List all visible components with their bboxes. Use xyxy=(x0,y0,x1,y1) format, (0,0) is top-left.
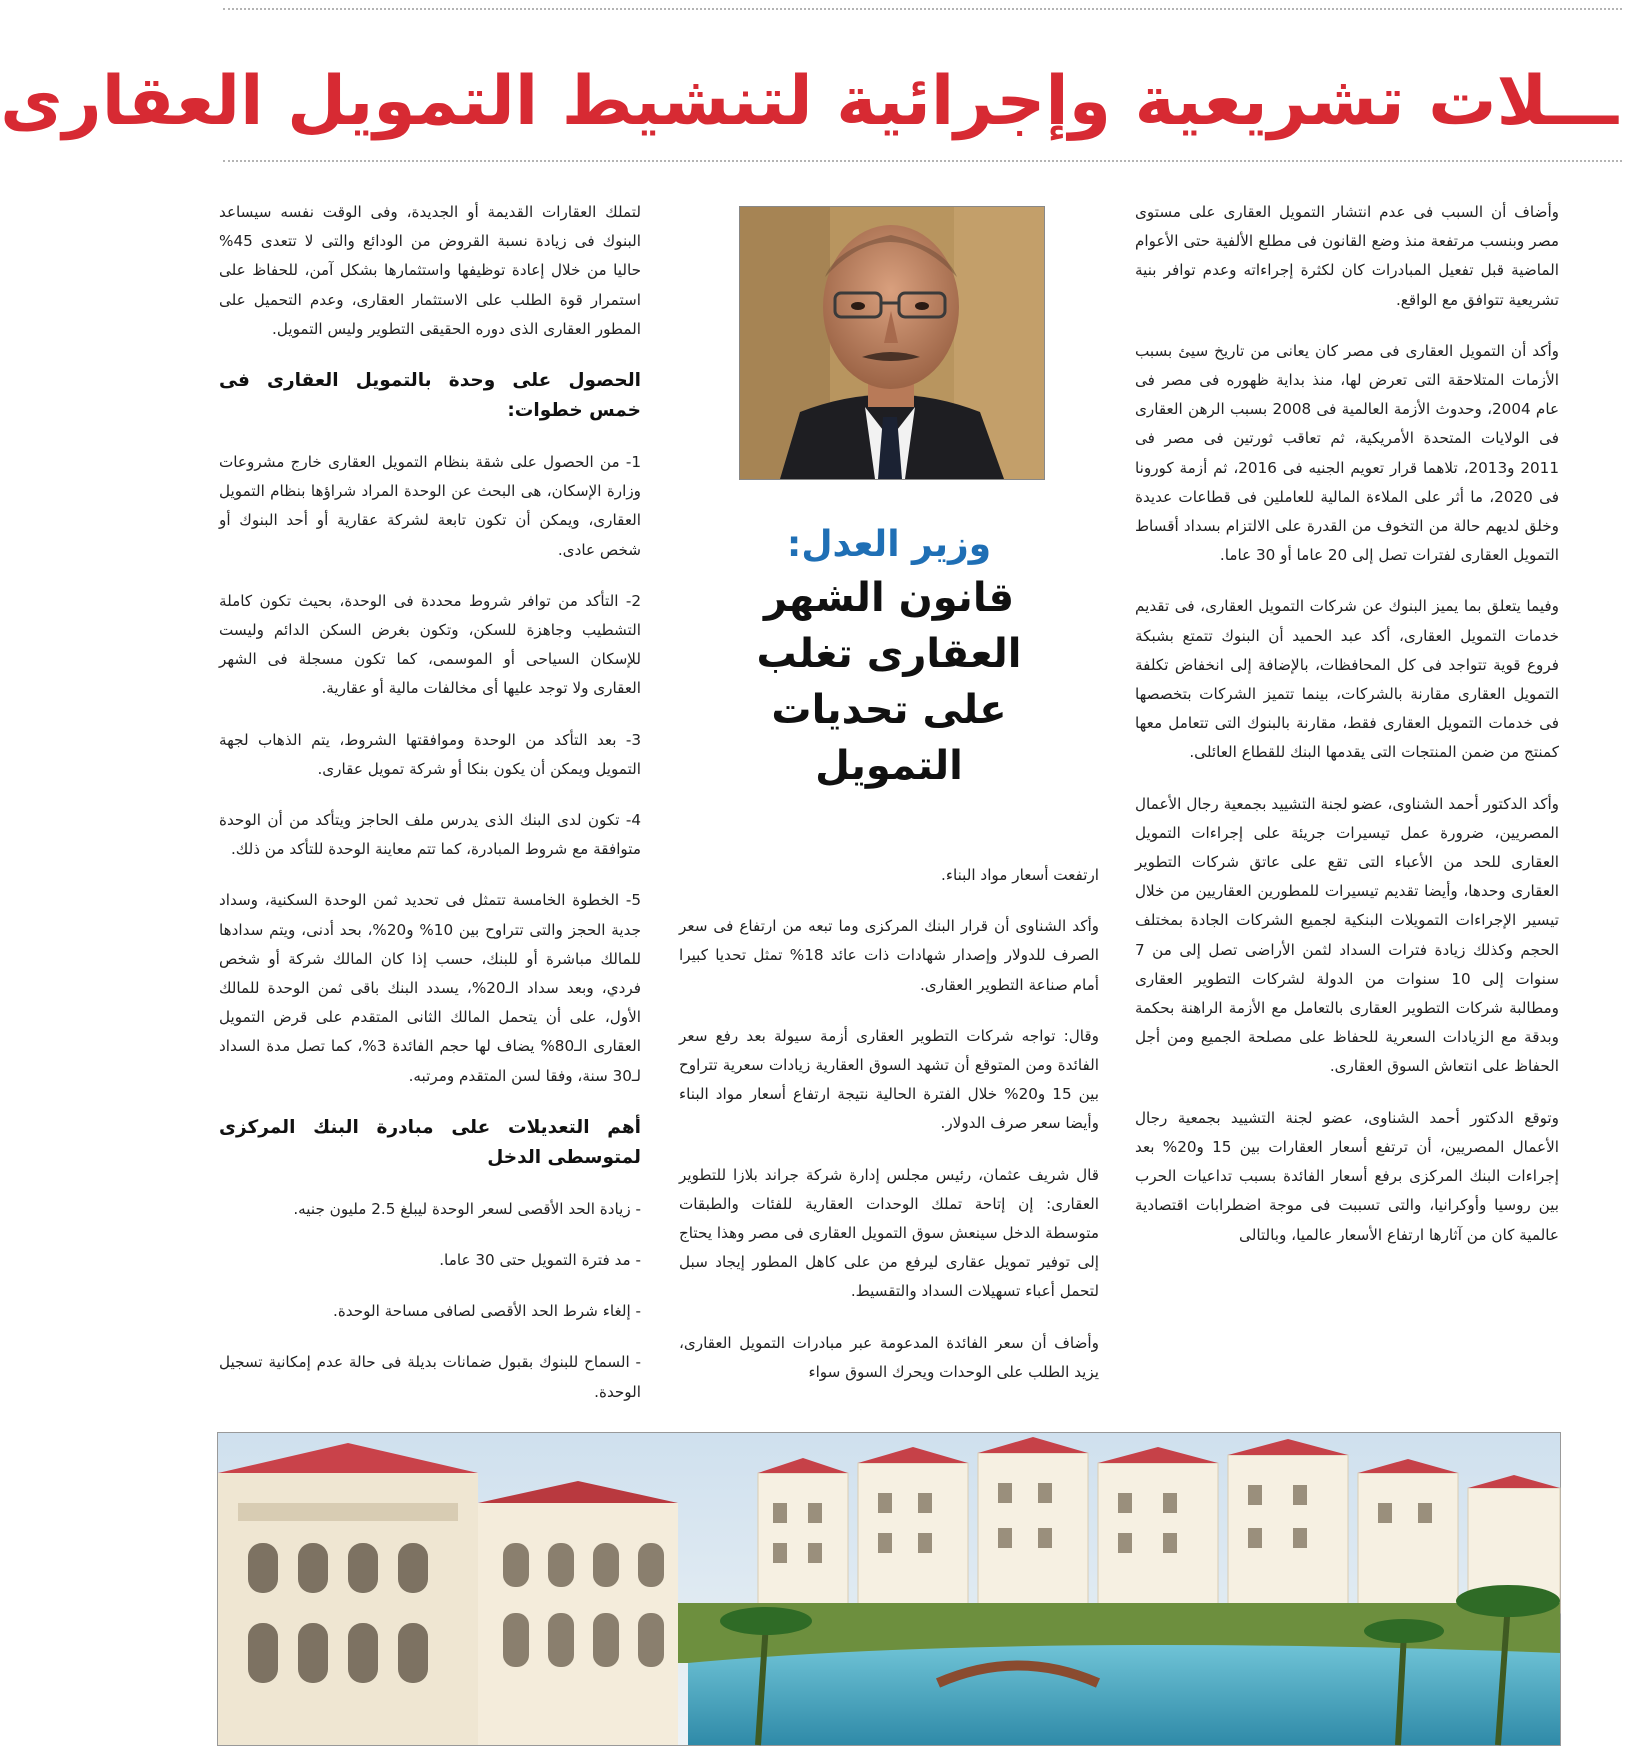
step-item: 1- من الحصول على شقة بنظام التمويل العقارى خارج مشروعات وزارة الإسكان، هى البحث عن الوحدة المراد شراؤها بنظام التمويل العقارى، ويمكن أن تكون تابعة لشركة عقارية أو أحد البنوك أو شخص عادى. xyxy=(219,453,641,559)
paragraph: وقال: تواجه شركات التطوير العقارى أزمة سيولة بعد رفع سعر الفائدة ومن المتوقع أن تشهد السوق العقارية زيادات سعرية تتراوح بين 15 و20% خلال الفترة الحالية نتيجة ارتفاع أسعار مواد البناء وأيضا سعر صرف الدولار. xyxy=(679,1026,1099,1133)
resort-illustration xyxy=(218,1433,1560,1745)
paragraph: وفيما يتعلق بما يميز البنوك عن شركات التمويل العقارى، فى تقديم خدمات التمويل العقارى، أكد عبد الحميد أن البنوك تتمتع بشبكة فروع قوية تتواجد فى كل المحافظات، بالإضافة إلى انخفاض تكلفة التمويل العقارى مقارنة بالشركات، بينما تتميز الشركات بتخصصها فى خدمات التمويل العقارى فقط، مقارنة بالبنوك التى تتعامل معها كمنتج من ضمن المنتجات التى يقدمها البنك للقطاع العائلى. xyxy=(1135,597,1559,762)
paragraph: وأضاف أن السبب فى عدم انتشار التمويل العقارى على مستوى مصر وبنسب مرتفعة منذ وضع القانون فى مطلع الألفية حتى الأعوام الماضية قبل تفعيل المبادرات كان لكثرة إجراءاته وعدم توافر بنية تشريعية تتوافق مع الواقع. xyxy=(1135,203,1559,309)
step-item: 3- بعد التأكد من الوحدة وموافقتها الشروط، يتم الذهاب لجهة التمويل ويمكن أن يكون بنكا أو شركة تمويل عقارى. xyxy=(219,730,641,778)
paragraph: ارتفعت أسعار مواد البناء. xyxy=(941,866,1099,884)
paragraph: لتملك العقارات القديمة أو الجديدة، وفى الوقت نفسه سيساعد البنوك فى زيادة نسبة القروض من الودائع والتى لا تتعدى 45% حاليا من خلال إعادة توظيفها واستثمارها بشكل آمن، للحفاظ على استمرار قوة الطلب على الاستثمار العقارى، وعدم التحميل على المطور العقارى الذى دوره الحقيقى التطوير وليس التمويل. xyxy=(219,203,641,338)
minister-quote xyxy=(679,520,1099,794)
step-item: 2- التأكد من توافر شروط محددة فى الوحدة، بحيث تكون كاملة التشطيب وجاهزة للسكن، وتكون بغرض السكن الدائم وليست للإسكان السياحى أو الموسمى، كما تكون مسجلة فى الشهر العقارى ولا توجد عليها أى مخالفات مالية أو عقارية. xyxy=(219,591,641,698)
amendment-item: - إلغاء شرط الحد الأقصى لصافى مساحة الوحدة. xyxy=(333,1302,641,1321)
amendment-item: - زيادة الحد الأقصى لسعر الوحدة ليبلغ 2.5 مليون جنيه. xyxy=(293,1199,641,1218)
paragraph: وأكد الدكتور أحمد الشناوى، عضو لجنة التشييد بجمعية رجال الأعمال المصريين، ضرورة عمل تيسيرات جريئة على إجراءات التمويل العقارى للحد من الأعباء التى تقع على عاتق شركات التطوير العقارى وحدها، وأيضا تقديم تيسيرات للمطورين العقاريين من خلال تيسير الإجراءات التمويلات البنكية لجميع الشركات الجادة بمختلف الحجم وكذلك زيادة فترات السداد لثمن الأراضى تصل إلى من 7 سنوات إلى 10 سنوات من الدولة لشركات التطوير العقارى ومطالبة شركات التطوير العقارى بالتعامل مع الأزمة الراهنة بحكمة وبدقة مع الزيادات السعرية للحفاظ على مصلحة الجميع ومن أجل الحفاظ على انتعاش السوق العقارى. xyxy=(1135,794,1559,1076)
step-item: 5- الخطوة الخامسة تتمثل فى تحديد ثمن الوحدة السكنية، وسداد جدية الحجز والتى تتراوح بين 10% و20%، بحد أدنى، ويتم سدادها للمالك مباشرة أو للبنك، حسب إذا كان المالك شركة أو شخص فردي، وبعد سداد الـ20%، يسدد البنك باقى ثمن الوحدة للمالك الأول، على أن يتحمل المالك الثانى المتقدم على قرض التمويل العقارى الـ80% يضاف لها حجم الفائدة 3%، كما تصل مدة السداد لـ30 سنة، وفقا لسن المتقدم ومرتبه. xyxy=(219,891,642,1085)
paragraph: وأضاف أن سعر الفائدة المدعومة عبر مبادرات التمويل العقارى، يزيد الطلب على الوحدات ويحرك السوق سواء xyxy=(679,1333,1099,1381)
minister-portrait-photo xyxy=(739,206,1045,480)
right-column xyxy=(1135,198,1559,1272)
headline: ـــلات تشريعية وإجرائية لتنشيط التمويل العقارى xyxy=(0,62,1618,141)
quote-line: التمويل xyxy=(815,743,963,789)
left-column xyxy=(219,198,641,1429)
resort-compound-photo xyxy=(217,1432,1561,1746)
quote-line: على تحديات xyxy=(771,687,1007,733)
amendment-item: - السماح للبنوك بقبول ضمانات بديلة فى حالة عدم إمكانية تسجيل الوحدة. xyxy=(219,1353,641,1401)
steps-heading: الحصول على وحدة بالتمويل العقارى فى خمس خطوات: xyxy=(219,370,641,422)
paragraph: قال شريف عثمان، رئيس مجلس إدارة شركة جراند بلازا للتطوير العقارى: إن إتاحة تملك الوحدات العقارية للفئات والطبقات متوسطة الدخل سينعش سوق التمويل العقارى فى مصر وهذا يحتاج إلى توفير تمويل عقارى ليرفع من على كاهل المطور إيجاد سبل لتحمل أعباء تسهيلات السداد والتقسيط. xyxy=(679,1165,1099,1301)
portrait-illustration xyxy=(740,207,1044,479)
amendment-item: - مد فترة التمويل حتى 30 عاما. xyxy=(439,1251,641,1270)
middle-column xyxy=(679,861,1099,1409)
paragraph: وأكد أن التمويل العقارى فى مصر كان يعانى من تاريخ سيئ بسبب الأزمات المتلاحقة التى تعرض لها، منذ بداية ظهوره فى مصر فى عام 2004، وحدوث الأزمة العالمية فى 2008 بسبب الرهن العقارى فى الولايات المتحدة الأمريكية، ثم تعاقب ثورتين فى مصر فى 2011 و2013، تلاهما قرار تعويم الجنيه فى 2016، ثم أزمة كورونا فى 2020، ما أثر على الملاءة المالية للعاملين فى قطاعات عديدة وخلق لديهم حالة من التخوف من القدرة على الالتزام بسداد أقساط التمويل العقارى لفترات تصل إلى 20 عاما أو 30 عاما. xyxy=(1135,341,1560,565)
amendments-heading: أهم التعديلات على مبادرة البنك المركزى لمتوسطى الدخل xyxy=(219,1116,641,1168)
quote-label: وزير العدل: xyxy=(786,524,992,565)
paragraph: وتوقع الدكتور أحمد الشناوى، عضو لجنة التشييد بجمعية رجال الأعمال المصريين، أن ترتفع أسعار العقارات بين 15 و20% بعد إجراءات البنك المركزى برفع أسعار الفائدة بسبب تداعيات الحرب بين روسيا وأوكرانيا، والتى تسببت فى موجة اضطرابات اقتصادية عالمية كان من آثارها ارتفاع الأسعار عالميا، وبالتالى xyxy=(1135,1108,1559,1244)
quote-line: العقارى تغلب xyxy=(756,631,1022,677)
top-dotted-rule xyxy=(223,8,1622,10)
quote-line: قانون الشهر xyxy=(763,575,1015,621)
paragraph: وأكد الشناوى أن قرار البنك المركزى وما تبعه من ارتفاع فى سعر الصرف للدولار وإصدار شهادات ذات عائد 18% تمثل تحديا كبيرا أمام صناعة التطوير العقارى. xyxy=(679,917,1100,994)
step-item: 4- تكون لدى البنك الذى يدرس ملف الحاجز ويتأكد من أن الوحدة متوافقة مع شروط المبادرة، كما تتم معاينة الوحدة للتأكد من ذلك. xyxy=(219,811,641,859)
headline-dotted-rule xyxy=(223,160,1622,162)
